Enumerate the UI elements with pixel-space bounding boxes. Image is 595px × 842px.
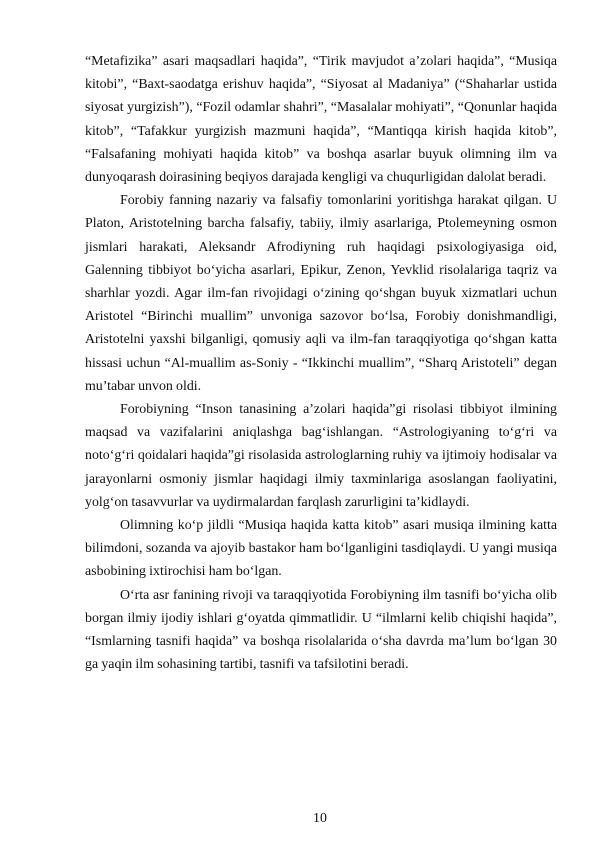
page-number: 10 bbox=[313, 811, 327, 826]
document-page bbox=[85, 50, 557, 676]
paragraph-1: “Metafizika” asari maqsadlari haqida”, “Tirik mavjudot a’zolari haqida”, “Musiqa kitobi”, “Baxt-saodatga erishuv haqida”, “Siyosat al Madaniya” (“Shaharlar ustida siyosat yurgizish”), “Fozil odamlar shahri”, “Masalalar mohiyati”, “Qonunlar haqida kitob”, “Tafakkur yurgizish mazmuni haqida”, “Mantiqqa kirish haqida kitob”, “Falsafaning mohiyati haqida kitob” va boshqa asarlar buyuk olimning ilm va dunyoqarash doirasining beqiyos darajada kengligi va chuqurligidan dalolat beradi. bbox=[85, 54, 557, 186]
paragraph-4: Olimning ko‘p jildli “Musiqa haqida katta kitob” asari musiqa ilmining katta bilimdoni, sozanda va ajoyib bastakor ham bo‘lganligini tasdiqlaydi. U yangi musiqa asbobining ixtirochisi ham bo‘lgan. bbox=[85, 518, 557, 580]
paragraph-3: Forobiyning “Inson tanasining a’zolari haqida”gi risolasi tibbiyot ilmining maqsad va vazifalarini aniqlashga bag‘ishlangan. “Astrologiyaning to‘g‘ri va noto‘g‘ri qoidalari haqida”gi risolasida astrologlarning ruhiy va ijtimoiy hodisalar va jarayonlarni osmoniy jismlar haqidagi ilmiy taxminlariga asoslangan faoliyatini, yolg‘on tasavvurlar va uydirmalardan farqlash zarurligini ta’kidlaydi. bbox=[85, 402, 557, 510]
paragraph-2: Forobiy fanning nazariy va falsafiy tomonlarini yoritishga harakat qilgan. U Platon, Aristotelning barcha falsafiy, tabiiy, ilmiy asarlariga, Ptolemeyning osmon jismlari harakati, Aleksandr Afrodiyning ruh haqidagi psixologiyasiga oid, Galenning tibbiyot bo‘yicha asarlari, Epikur, Zenon, Yevklid risolalariga taqriz va sharhlar yozdi. Agar ilm-fan rivojidagi o‘zining qo‘shgan buyuk xizmatlari uchun Aristotel “Birinchi muallim” unvoniga sazovor bo‘lsa, Forobiy donishmandligi, Aristotelni yaxshi bilganligi, qomusiy aqli va ilm-fan taraqqiyotiga qo‘shgan katta hissasi uchun “Al-muallim as-Soniy - “Ikkinchi muallim”, “Sharq Aristoteli” degan mu’tabar unvon oldi. bbox=[85, 193, 557, 394]
paragraph-5: O‘rta asr fanining rivoji va taraqqiyotida Forobiyning ilm tasnifi bo‘yicha olib borgan ilmiy ijodiy ishlari g‘oyatda qimmatlidir. U “ilmlarni kelib chiqishi haqida”, “Ismlarning tasnifi haqida” va boshqa risolalarida o‘sha davrda ma’lum bo‘lgan 30 ga yaqin ilm sohasining tartibi, tasnifi va tafsilotini beradi. bbox=[85, 587, 557, 673]
